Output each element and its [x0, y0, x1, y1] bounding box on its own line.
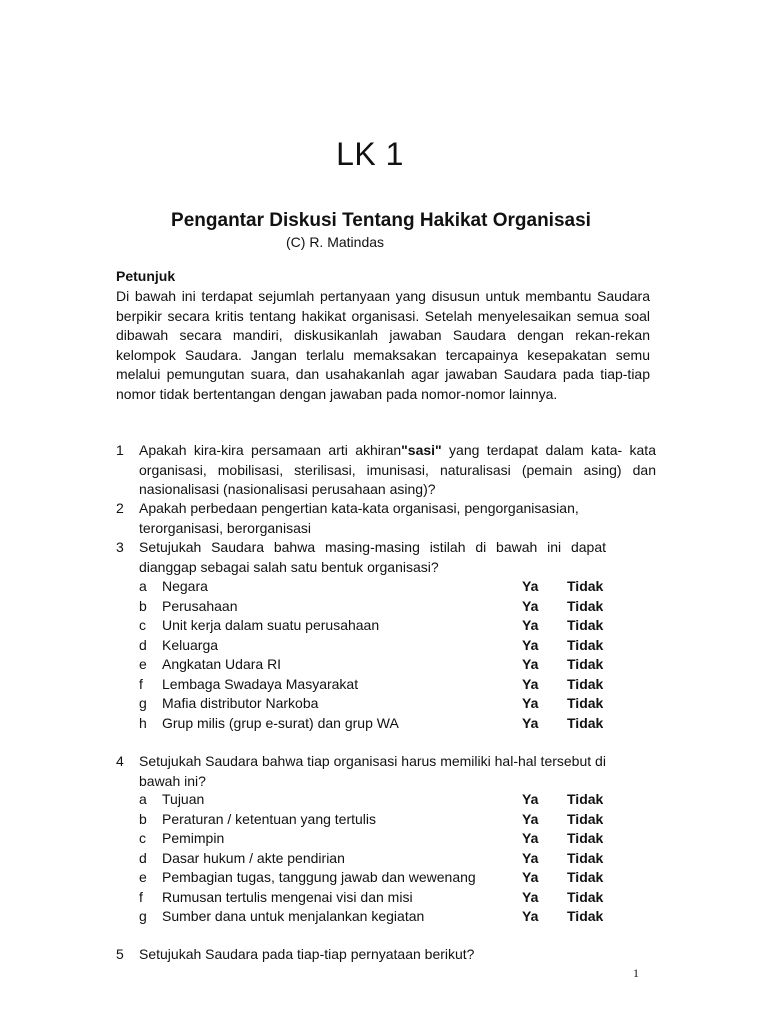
question-1: [116, 441, 656, 500]
option-text: Peraturan / ketentuan yang tertulis: [162, 810, 377, 827]
answer-yes: Ya: [522, 597, 539, 614]
option-row: [139, 829, 659, 849]
answer-no: Tidak: [567, 714, 604, 731]
option-text: Perusahaan: [162, 597, 238, 614]
question-4: [116, 752, 644, 791]
question-text: Setujukah Saudara bahwa tiap organisasi harus memiliki hal-hal tersebut di bawah ini?: [139, 753, 606, 789]
question-number: 4: [116, 753, 124, 769]
option-letter: d: [139, 636, 147, 653]
document-author: (C) R. Matindas: [286, 234, 385, 250]
option-row: [139, 790, 659, 810]
option-letter: h: [139, 714, 147, 731]
question-5: [116, 945, 656, 965]
answer-no: Tidak: [567, 888, 604, 905]
question-3: [116, 538, 606, 577]
question-text: Setujukah Saudara pada tiap-tiap pernyataan berikut?: [139, 946, 475, 962]
question-text: Apakah perbedaan pengertian kata-kata organisasi, pengorganisasian, terorganisasi, berorganisasi: [139, 500, 579, 536]
document-subtitle: Pengantar Diskusi Tentang Hakikat Organisasi: [171, 210, 591, 231]
document-title: LK 1: [336, 136, 404, 172]
question-number: 5: [116, 946, 124, 962]
option-text: Sumber dana untuk menjalankan kegiatan: [162, 908, 425, 924]
option-text: Tujuan: [162, 791, 205, 807]
answer-no: Tidak: [567, 810, 604, 827]
question-number: 3: [116, 539, 124, 555]
option-row: [139, 810, 659, 830]
answer-no: Tidak: [567, 791, 604, 807]
option-text: Pembagian tugas, tanggung jawab dan wewenang: [162, 869, 476, 885]
answer-no: Tidak: [567, 908, 604, 924]
answer-no: Tidak: [567, 849, 604, 866]
option-text: Grup milis (grup e-surat) dan grup WA: [162, 714, 399, 731]
answer-yes: Ya: [522, 888, 539, 905]
option-row: [139, 907, 659, 927]
answer-no: Tidak: [567, 830, 604, 846]
option-letter: b: [139, 810, 147, 827]
question-text: Apakah kira-kira persamaan arti akhiran"sasi" yang terdapat dalam kata- kata organisasi, mobilisasi, sterilisasi, imunisasi, naturalisasi (pemain asing) dan nasionalisasi (nasionalisasi perusahaan asing)?: [139, 442, 656, 497]
answer-no: Tidak: [567, 656, 604, 672]
option-letter: c: [139, 830, 146, 846]
answer-no: Tidak: [567, 636, 604, 653]
option-text: Lembaga Swadaya Masyarakat: [162, 675, 359, 692]
option-row: [139, 577, 659, 597]
option-letter: g: [139, 908, 147, 924]
question-2: [116, 499, 656, 538]
answer-yes: Ya: [522, 714, 539, 731]
answer-yes: Ya: [522, 675, 539, 692]
answer-no: Tidak: [567, 578, 604, 594]
option-letter: c: [139, 617, 146, 633]
question-number: 1: [116, 442, 124, 458]
option-text: Angkatan Udara RI: [162, 656, 282, 672]
option-text: Pemimpin: [162, 830, 225, 846]
answer-no: Tidak: [567, 597, 604, 614]
answer-no: Tidak: [567, 617, 604, 633]
option-row: [139, 636, 659, 656]
option-text: Keluarga: [162, 636, 219, 653]
option-letter: e: [139, 656, 147, 672]
answer-yes: Ya: [522, 636, 539, 653]
answer-yes: Ya: [522, 617, 539, 633]
answer-yes: Ya: [522, 849, 539, 866]
answer-no: Tidak: [567, 869, 604, 885]
option-row: [139, 849, 659, 869]
answer-yes: Ya: [522, 869, 539, 885]
option-text: Negara: [162, 578, 208, 594]
option-letter: a: [139, 578, 147, 594]
option-letter: f: [139, 675, 143, 692]
option-letter: e: [139, 869, 147, 885]
option-letter: f: [139, 888, 143, 905]
answer-yes: Ya: [522, 656, 539, 672]
option-row: [139, 597, 659, 617]
answer-no: Tidak: [567, 675, 604, 692]
option-row: [139, 868, 659, 888]
option-row: [139, 655, 659, 675]
instructions-heading: Petunjuk: [116, 268, 176, 284]
instructions-paragraph: Di bawah ini terdapat sejumlah pertanyaan yang disusun untuk membantu Saudara berpikir secara kritis tentang hakikat organisasi. Setelah menyelesaikan semua soal dibawah secara mandiri, diskusikanlah jawaban Saudara dengan rekan-rekan kelompok Saudara. Jangan terlalu memaksakan tercapainya kesepakatan semu melalui pemungutan suara, dan usahakanlah agar jawaban Saudara pada tiap-tiap nomor tidak bertentangan dengan jawaban pada nomor-nomor lainnya.: [116, 288, 650, 402]
option-row: [139, 888, 659, 908]
option-letter: b: [139, 597, 147, 614]
option-text: Unit kerja dalam suatu perusahaan: [162, 617, 380, 633]
option-letter: d: [139, 849, 147, 866]
answer-no: Tidak: [567, 695, 604, 711]
option-row: [139, 675, 659, 695]
highlighted-term: "sasi": [401, 442, 442, 458]
option-row: [139, 714, 659, 734]
answer-yes: Ya: [522, 830, 539, 846]
answer-yes: Ya: [522, 578, 539, 594]
option-text: Dasar hukum / akte pendirian: [162, 849, 345, 866]
question-text: Setujukah Saudara bahwa masing-masing istilah di bawah ini dapat dianggap sebagai salah satu bentuk organisasi?: [139, 539, 606, 575]
option-text: Mafia distributor Narkoba: [162, 695, 319, 711]
answer-yes: Ya: [522, 810, 539, 827]
page-number: 1: [633, 966, 639, 980]
option-row: [139, 616, 659, 636]
answer-yes: Ya: [522, 791, 539, 807]
question-number: 2: [116, 500, 124, 516]
answer-yes: Ya: [522, 908, 539, 924]
option-letter: a: [139, 791, 147, 807]
option-letter: g: [139, 695, 147, 711]
answer-yes: Ya: [522, 695, 539, 711]
option-text: Rumusan tertulis mengenai visi dan misi: [162, 888, 413, 905]
option-row: [139, 694, 659, 714]
